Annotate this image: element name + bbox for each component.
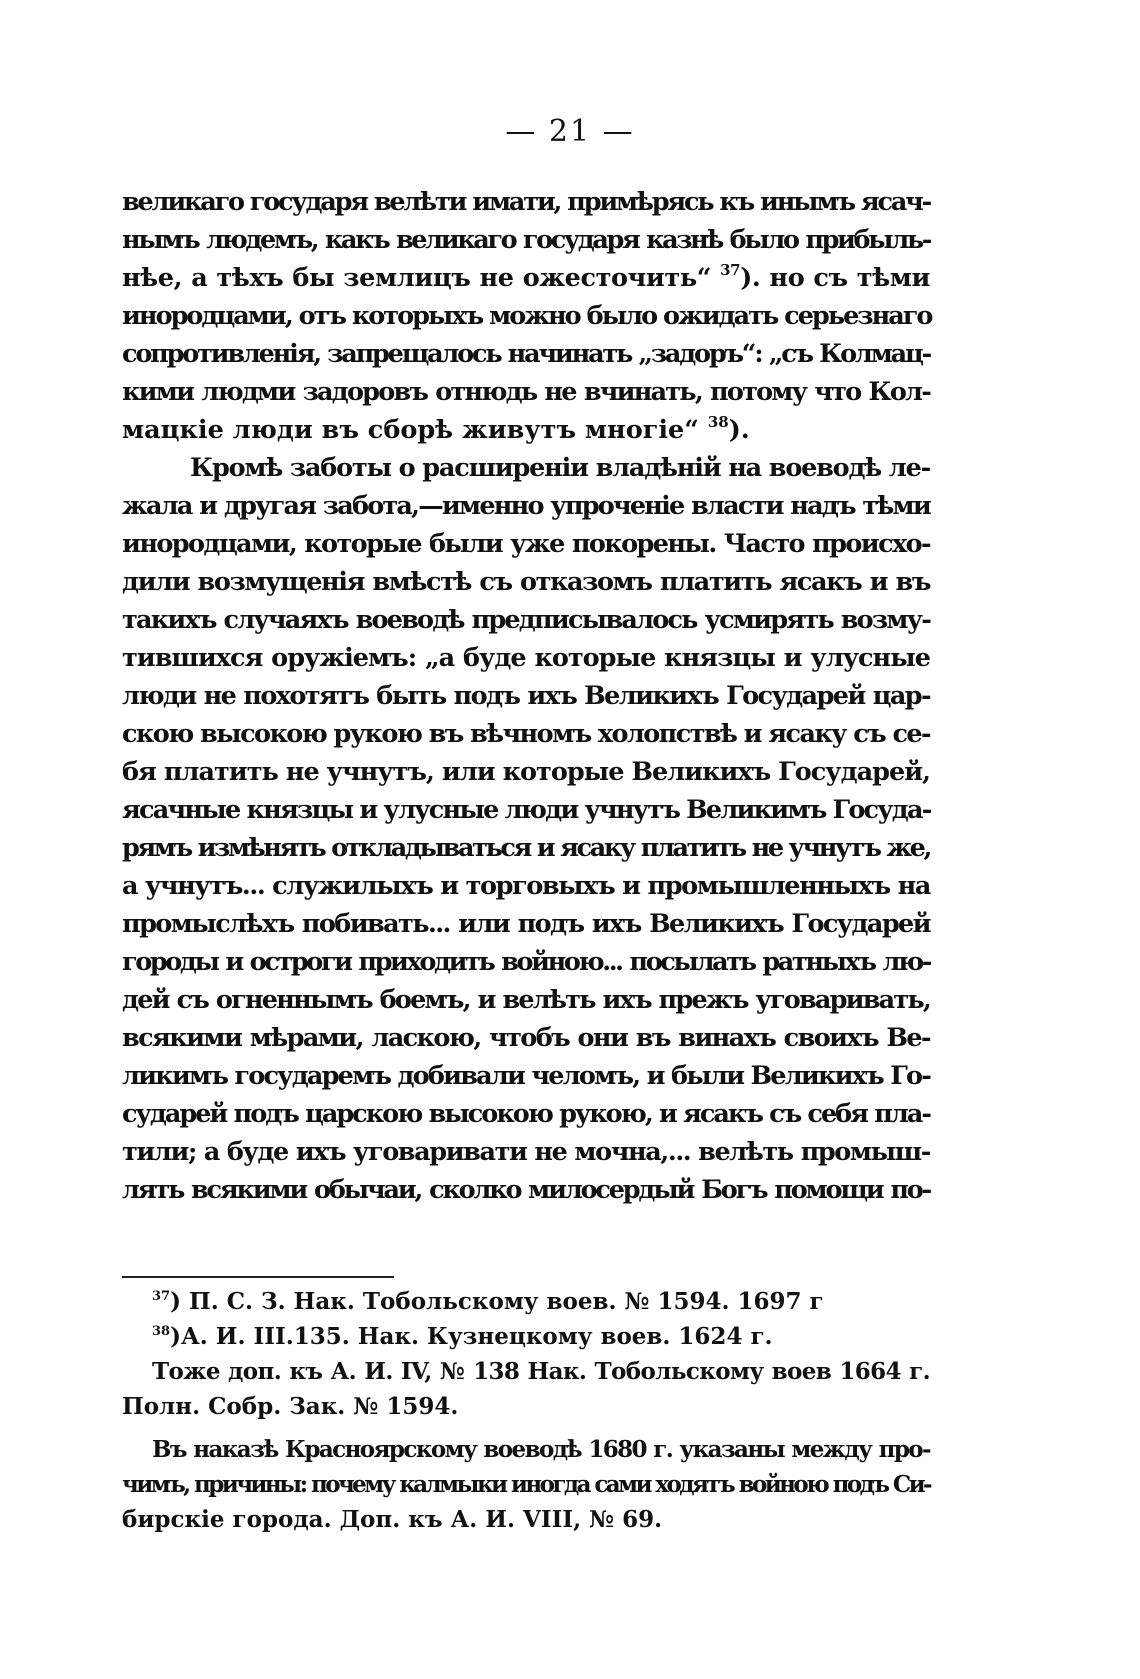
footnote-38-line: Въ наказѣ Красноярскому воеводѣ 1680 г. указаны между про- [152,1436,930,1463]
text-line: люди не похотятъ быть подъ ихъ Великихъ Государей цар- [122,681,930,711]
footnote-gap [122,1424,930,1432]
footnote-38-line: чимъ, причины: почему калмыки иногда сами ходятъ войною подъ Си- [122,1471,930,1498]
footnote-ref-37: 37 [720,261,741,279]
text-line: промыслѣхъ побивать... или подъ ихъ Великихъ Государей [122,909,930,939]
footnote-37 [122,1284,930,1319]
text-line-head: мацкіе люди въ сборѣ живутъ многіе“ [122,415,699,445]
text-line: кими людми задоровъ отнюдь не вчинать, потому что Кол- [122,377,930,407]
footnote-38-line: Тоже доп. къ А. И. IV, № 138 Нак. Тобольскому воев 1664 г. [152,1358,930,1385]
text-line: скою высокою рукою въ вѣчномъ холопствѣ и ясаку съ се- [122,719,930,749]
text-line: ликимъ государемъ добивали челомъ, и были Великихъ Го- [122,1061,930,1091]
footnote-38-number: 38 [152,1324,171,1339]
text-line: бя платить не учнутъ, или которые Великихъ Государей, [122,757,930,787]
text-line: лять всякими обычаи, сколко милосердый Богъ помощи по- [122,1175,930,1205]
footnote-38 [122,1319,930,1354]
text-line: тившихся оружіемъ: „а буде которые князцы и улусные [122,643,930,673]
text-line: а учнутъ... служилыхъ и торговыхъ и промышленныхъ на [122,871,930,901]
footnotes [122,1284,930,1537]
text-line: городы и остроги приходить войною... посылать ратныхъ лю- [122,947,930,977]
text-line: великаго государя велѣти имати, примѣрясь къ инымъ ясач- [122,187,930,217]
text-line: сударей подъ царскою высокою рукою, и ясакъ съ себя пла- [122,1099,930,1129]
text-line: инородцами, отъ которыхъ можно было ожидать серьезнаго [122,301,932,331]
text-line [122,259,930,297]
text-line: тили; а буде ихъ уговаривати не мочна,... велѣть промыш- [122,1137,930,1167]
paragraph-first-line: Кромѣ заботы о расширеніи владѣній на воеводѣ ле- [190,453,930,483]
text-line-head: нѣе, а тѣхъ бы землицъ не ожесточить“ [122,263,711,293]
text-line: дили возмущенія вмѣстѣ съ отказомъ платить ясакъ и въ [122,567,930,597]
text-line [122,411,930,449]
text-line-tail: ). но съ тѣми [740,263,930,293]
text-line: ясачные князцы и улусные люди учнутъ Великимъ Госуда- [122,795,931,825]
text-line: дей съ огненнымъ боемъ, и велѣть ихъ прежъ уговаривать, [122,985,930,1015]
text-line: жала и другая забота,—именно упроченіе власти надъ тѣми [122,491,930,521]
page-number: — 21 — [505,114,635,149]
footnote-37-number: 37 [152,1289,171,1304]
text-line: инородцами, которые были уже покорены. Часто происхо- [122,529,930,559]
footnote-38-line: бирскіе города. Доп. къ А. И. VIII, № 69. [122,1506,663,1533]
text-line-tail: ). [728,415,750,445]
text-line: нымъ людемъ, какъ великаго государя казнѣ было прибыль- [122,225,930,255]
text-line: всякими мѣрами, ласкою, чтобъ они въ винахъ своихъ Ве- [122,1023,930,1053]
text-line: сопротивленія, запрещалось начинать „задоръ“: „съ Колмац- [122,339,930,369]
body-text [122,183,930,1209]
footnote-ref-38: 38 [707,413,729,431]
footnote-38-line: Полн. Собр. Зак. № 1594. [122,1393,459,1420]
text-line: такихъ случаяхъ воеводѣ предписывалось усмирять возму- [122,605,930,635]
text-line: рямъ измѣнять откладываться и ясаку платить не учнутъ же, [122,833,930,863]
footnote-separator [122,1276,394,1278]
footnote-38-text: )А. И. III.135. Нак. Кузнецкому воев. 1624 г. [170,1323,773,1350]
footnote-37-text: ) П. С. З. Нак. Тобольскому воев. № 1594. 1697 г [170,1288,824,1315]
